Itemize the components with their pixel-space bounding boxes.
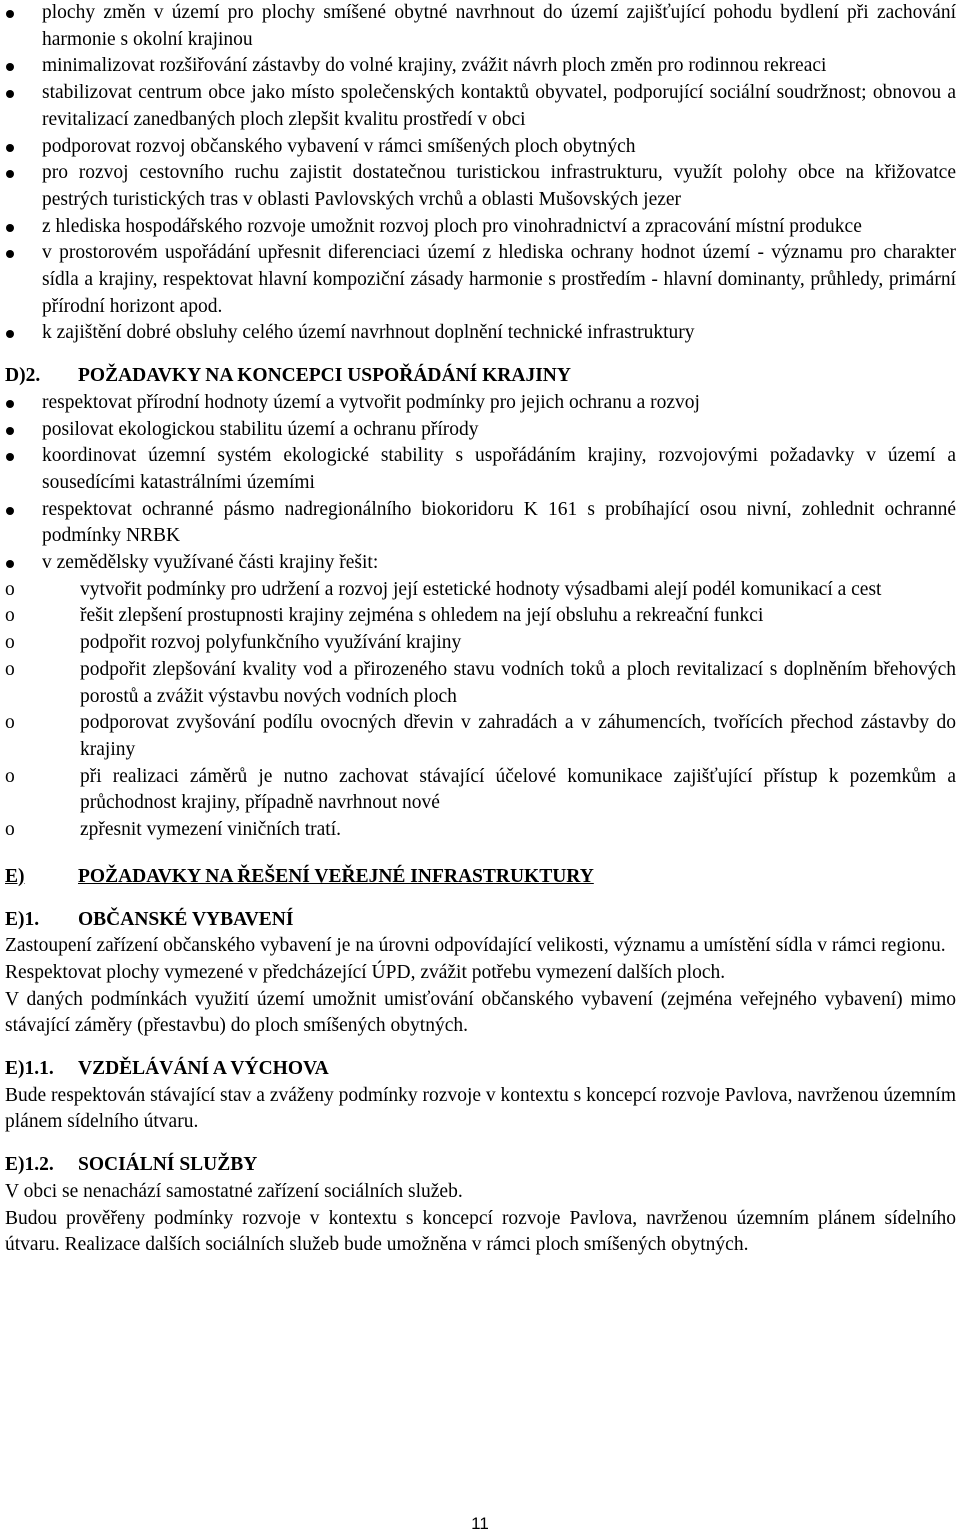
d2-sub-list xyxy=(5,577,956,844)
section-number: D)2. xyxy=(5,365,41,387)
paragraph: Budou prověřeny podmínky rozvoje v kontextu s koncepcí rozvoje Pavlova, navrženou územním plánem sídelního útvaru. Realizace dalších sociálních služeb bude umožněna v rámci ploch smíšených obytných. xyxy=(5,1207,956,1256)
paragraph: Zastoupení zařízení občanského vybavení je na úrovni odpovídající velikosti, významu a umístění sídla v rámci regionu. xyxy=(5,935,946,957)
list-item: koordinovat územní systém ekologické stability s uspořádáním krajiny, rozvojovými požadavky v území a sousedícími katastrálními územími xyxy=(5,443,956,496)
sub-list-item: o podpořit rozvoj polyfunkčního využívání krajiny xyxy=(5,630,956,657)
page-number: 11 xyxy=(471,1514,489,1533)
list-item: podporovat rozvoj občanského vybavení v rámci smíšených ploch obytných xyxy=(5,134,956,161)
paragraph: V daných podmínkách využití území umožnit umisťování občanského vybavení (zejména veřejného vybavení) mimo stávající záměry (přestavbu) do ploch smíšených obytných. xyxy=(5,988,956,1037)
paragraph: V obci se nenachází samostatné zařízení sociálních služeb. xyxy=(5,1180,463,1202)
list-item: v prostorovém uspořádání upřesnit diferenciaci území z hlediska ochrany hodnot území - významu pro charakter sídla a krajiny, respektovat hlavní kompoziční zásady harmonie s prostředím - hlavní dominanty, průhledy, primární přírodní horizont apod. xyxy=(5,240,956,320)
sub-list-item: o vytvořit podmínky pro udržení a rozvoj její estetické hodnoty výsadbami alejí podél komunikací a cest xyxy=(5,577,956,604)
d2-bullet-list xyxy=(5,390,956,577)
top-bullet-list xyxy=(5,0,956,347)
sub-list-item: o řešit zlepšení prostupnosti krajiny zejména s ohledem na její obsluhu a rekreační funkci xyxy=(5,603,956,630)
section-title: POŽADAVKY NA ŘEŠENÍ VEŘEJNÉ INFRASTRUKTURY xyxy=(78,865,594,887)
section-number: E)1.1. xyxy=(5,1058,54,1080)
paragraph: Bude respektován stávající stav a zváženy podmínky rozvoje v kontextu s koncepcí rozvoje Pavlova, navrženou územním plánem sídelního útvaru. xyxy=(5,1084,956,1133)
list-item: minimalizovat rozšiřování zástavby do volné krajiny, zvážit návrh ploch změn pro rodinnou rekreaci xyxy=(5,53,956,80)
sub-list-item: o podpořit zlepšování kvality vod a přirozeného stavu vodních toků a ploch revitalizací s doplněním břehových porostů a zvážit výstavbu nových vodních ploch xyxy=(5,657,956,710)
section-title: OBČANSKÉ VYBAVENÍ xyxy=(78,908,294,930)
list-item: posilovat ekologickou stabilitu území a ochranu přírody xyxy=(5,417,956,444)
section-heading-e12 xyxy=(5,1152,956,1179)
document-page xyxy=(5,0,956,1259)
section-heading-e xyxy=(5,864,956,891)
section-title: VZDĚLÁVÁNÍ A VÝCHOVA xyxy=(78,1058,329,1080)
section-heading-d2 xyxy=(5,363,956,390)
section-number: E)1. xyxy=(5,908,40,930)
list-item: respektovat přírodní hodnoty území a vytvořit podmínky pro jejich ochranu a rozvoj xyxy=(5,390,956,417)
list-item: stabilizovat centrum obce jako místo společenských kontaktů obyvatel, podporující sociální soudržnost; obnovou a revitalizací zanedbaných ploch zlepšit kvalitu prostředí v obci xyxy=(5,80,956,133)
section-number: E) xyxy=(5,865,25,887)
section-title: SOCIÁLNÍ SLUŽBY xyxy=(78,1154,258,1176)
list-item: pro rozvoj cestovního ruchu zajistit dostatečnou turistickou infrastrukturu, využít polohy obce na křižovatce pestrých turistických tras v oblasti Pavlovských vrchů a oblasti Mušovských jezer xyxy=(5,160,956,213)
list-item: respektovat ochranné pásmo nadregionálního biokoridoru K 161 s probíhající osou nivní, zohlednit ochranné podmínky NRBK xyxy=(5,497,956,550)
paragraph: Respektovat plochy vymezené v předcházející ÚPD, zvážit potřebu vymezení dalších ploch. xyxy=(5,961,726,983)
list-item: z hlediska hospodářského rozvoje umožnit rozvoj ploch pro vinohradnictví a zpracování místní produkce xyxy=(5,214,956,241)
list-item: k zajištění dobré obsluhy celého území navrhnout doplnění technické infrastruktury xyxy=(5,320,956,347)
sub-list-item: o při realizaci záměrů je nutno zachovat stávající účelové komunikace zajišťující přístup k pozemkům a průchodnost krajiny, případně navrhnout nové xyxy=(5,764,956,817)
section-title: POŽADAVKY NA KONCEPCI USPOŘÁDÁNÍ KRAJINY xyxy=(78,365,571,387)
sub-list-item: o podporovat zvyšování podílu ovocných dřevin v zahradách a v záhumencích, tvořících přechod zástavby do krajiny xyxy=(5,710,956,763)
list-item: plochy změn v území pro plochy smíšené obytné navrhnout do území zajišťující pohodu bydlení při zachování harmonie s okolní krajinou xyxy=(5,0,956,53)
section-number: E)1.2. xyxy=(5,1154,54,1176)
sub-list-item: o zpřesnit vymezení viničních tratí. xyxy=(5,817,956,844)
section-heading-e11 xyxy=(5,1056,956,1083)
section-heading-e1 xyxy=(5,907,956,934)
list-item: v zemědělsky využívané části krajiny řešit: xyxy=(5,550,956,577)
